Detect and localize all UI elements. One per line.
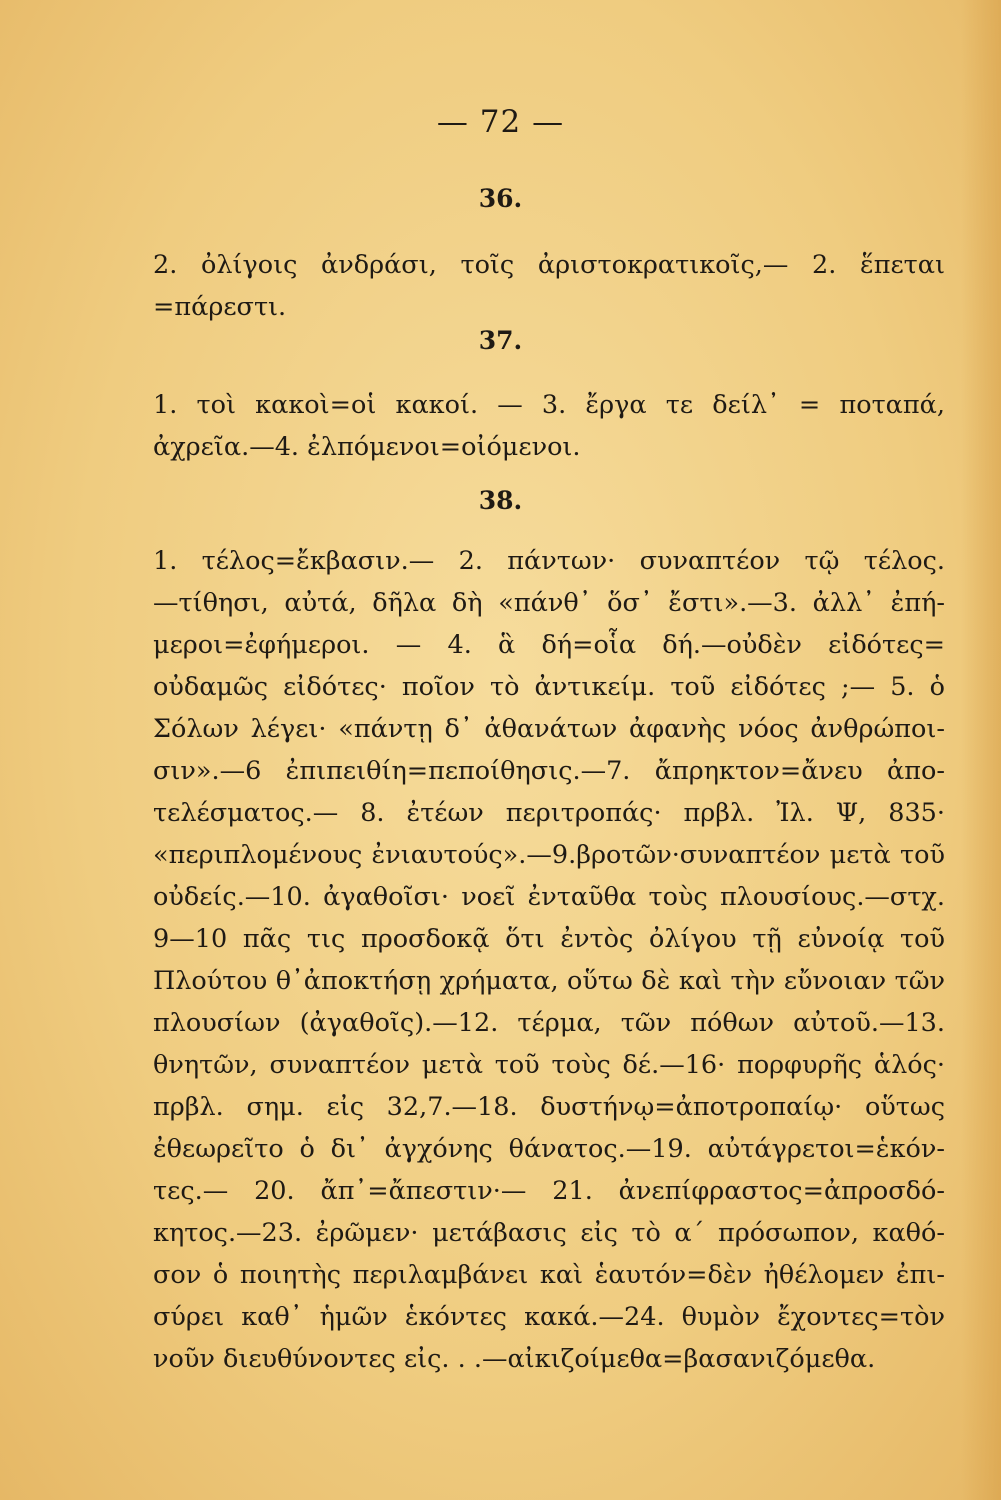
page-edge-shading (961, 0, 1001, 1500)
text-line: ἐθεωρεῖτο ὁ δι᾽ ἀγχόνης θάνατος.—19. αὐτάγρετοι=ἑκόν- (153, 1134, 945, 1164)
text-line: οὐδαμῶς εἰδότες· ποῖον τὸ ἀντικείμ. τοῦ εἰδότες ;— 5. ὁ (153, 672, 945, 702)
text-line: 9—10 πᾶς τις προσδοκᾷ ὅτι ἐντὸς ὀλίγου τῇ εὐνοίᾳ τοῦ (153, 924, 945, 954)
section-heading-37: 37. (478, 326, 523, 355)
text-line: =πάρεστι. (153, 292, 287, 322)
text-line: ἀχρεῖα.—4. ἐλπόμενοι=οἰόμενοι. (153, 432, 581, 462)
section-37-text (153, 384, 945, 468)
text-line: μεροι=ἐφήμεροι. — 4. ἃ δή=οἷα δή.—οὐδὲν εἰδότες= (153, 630, 945, 660)
text-line: τες.— 20. ἄπ᾽=ἄπεστιν·— 21. ἀνεπίφραστος=ἀπροσδό- (153, 1176, 945, 1206)
text-line: κητος.—23. ἐρῶμεν· μετάβασις εἰς τὸ α´ πρόσωπον, καθό- (153, 1218, 945, 1248)
text-line: νοῦν διευθύνοντες εἰς. . .—αἰκιζοίμεθα=βασανιζόμεθα. (153, 1344, 876, 1374)
text-line: οὐδείς.—10. ἀγαθοῖσι· νοεῖ ἐνταῦθα τοὺς πλουσίους.—στχ. (153, 882, 945, 912)
text-line: σιν».—6 ἐπιπειθίη=πεποίθησις.—7. ἄπρηκτον=ἄνευ ἀπο- (153, 756, 945, 786)
section-38-text (153, 540, 945, 1380)
text-line: —τίθησι, αὐτά, δῆλα δὴ «πάνθ᾽ ὅσ᾽ ἔστι».—3. ἀλλ᾽ ἐπή- (153, 588, 945, 618)
section-heading-36: 36. (478, 184, 523, 213)
text-line: σύρει καθ᾽ ἡμῶν ἑκόντες κακά.—24. θυμὸν ἔχοντες=τὸν (153, 1302, 945, 1332)
text-line: πλουσίων (ἀγαθοῖς).—12. τέρμα, τῶν πόθων αὐτοῦ.—13. (153, 1008, 945, 1038)
text-line: «περιπλομένους ἐνιαυτούς».—9.βροτῶν·συναπτέον μετὰ τοῦ (153, 840, 945, 870)
section-heading-38: 38. (478, 486, 523, 515)
text-line: τελέσματος.— 8. ἐτέων περιτροπάς· πρβλ. Ἰλ. Ψ, 835· (153, 798, 945, 828)
text-line: Σόλων λέγει· «πάντῃ δ᾽ ἀθανάτων ἀφανὴς νόος ἀνθρώποι- (153, 714, 945, 744)
text-line: 2. ὀλίγοις ἀνδράσι, τοῖς ἀριστοκρατικοῖς,— 2. ἕπεται (153, 250, 945, 280)
text-line: 1. τοὶ κακοὶ=οἱ κακοί. — 3. ἔργα τε δείλ᾽ = ποταπά, (153, 390, 945, 420)
section-36-text (153, 244, 945, 328)
text-line: Πλούτου θ᾽ἀποκτήσῃ χρήματα, οὕτω δὲ καὶ τὴν εὔνοιαν τῶν (153, 966, 945, 996)
text-line: θνητῶν, συναπτέον μετὰ τοῦ τοὺς δέ.—16· πορφυρῆς ἁλός· (153, 1050, 945, 1080)
text-line: 1. τέλος=ἔκβασιν.— 2. πάντων· συναπτέον τῷ τέλος. (153, 546, 945, 576)
page-number: — 72 — (436, 104, 565, 140)
text-line: σον ὁ ποιητὴς περιλαμβάνει καὶ ἑαυτόν=δὲν ἠθέλομεν ἐπι- (153, 1260, 945, 1290)
text-line: πρβλ. σημ. εἰς 32,7.—18. δυστήνῳ=ἀποτροπαίῳ· οὕτως (153, 1092, 945, 1122)
